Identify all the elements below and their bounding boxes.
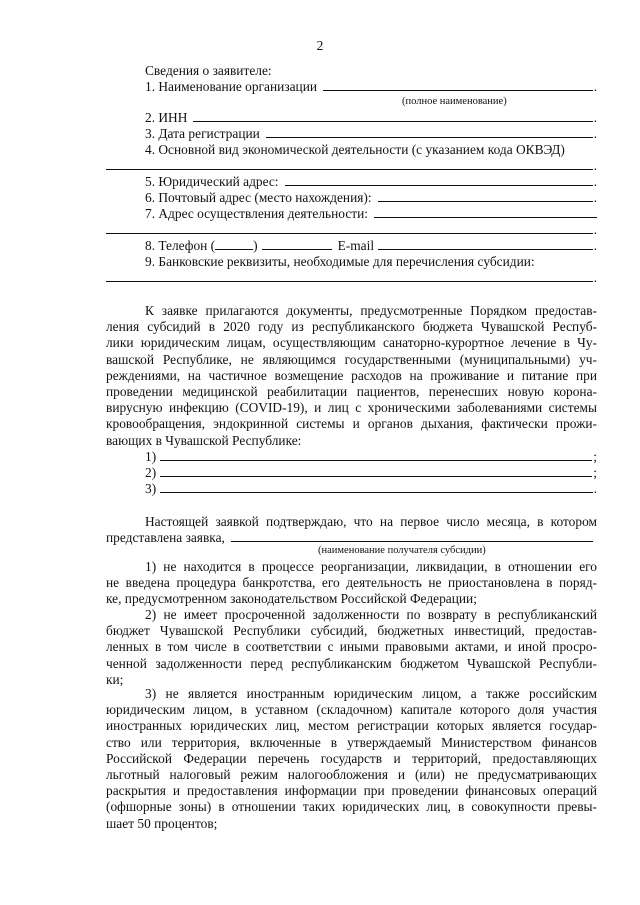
phone-row: 8. Телефон ( ) E-mail .	[145, 238, 597, 253]
attachment-item-2: 2) ;	[145, 465, 597, 480]
inn-label: 2. ИНН	[145, 110, 188, 125]
inn-row: 2. ИНН .	[145, 110, 597, 125]
recipient-note: (наименование получателя субсидии)	[318, 545, 486, 556]
recipient-field[interactable]	[231, 530, 593, 542]
activity-label: 4. Основной вид экономической деятельности (с указанием кода ОКВЭД)	[145, 142, 565, 157]
email-label: E-mail	[337, 238, 375, 253]
org-name-label: 1. Наименование организации	[145, 79, 318, 94]
postal-address-field[interactable]	[378, 190, 593, 202]
activity-row	[145, 142, 565, 158]
attachment-field-3[interactable]	[160, 481, 592, 493]
phone-label: 8. Телефон (	[145, 238, 216, 253]
bank-field-row: .	[106, 270, 597, 286]
legal-address-field[interactable]	[285, 174, 593, 186]
reg-date-label: 3. Дата регистрации	[145, 126, 260, 141]
bank-row	[145, 254, 535, 270]
reg-date-field[interactable]	[266, 126, 593, 138]
recipient-row: представлена заявка,	[106, 530, 597, 546]
activity-field-row: .	[106, 158, 597, 174]
phone-number-field[interactable]	[262, 238, 332, 250]
activity-address-field-2[interactable]	[106, 222, 593, 234]
attachment-field-2[interactable]	[160, 465, 592, 477]
activity-address-row	[145, 206, 597, 222]
condition-1: 1) не находится в процессе реорганизации, ликвидации, в отношении его не введена процедура банкротства, его деятельность не приостановлена в поряд- ке, предусмотренном законодательством Российской Федерации;	[106, 559, 597, 607]
condition-2: 2) не имеет просроченной задолженности по возврату в республиканский бюджет Чувашской Республики субсидий, бюджетных инвестиций, предостав- ленных в том числе в соответствии с иными правовыми актами, и иной просро- ченной задолженности перед республиканским бюджетом Чувашской Республи- ки;	[106, 607, 597, 687]
activity-field[interactable]	[106, 158, 593, 170]
attachment-item-1: 1) ;	[145, 449, 597, 464]
org-name-row: 1. Наименование организации .	[145, 79, 597, 94]
bank-field[interactable]	[106, 270, 593, 282]
email-field[interactable]	[378, 238, 593, 250]
attachments-paragraph: К заявке прилагаются документы, предусмотренные Порядком предостав- ления субсидий в 2020 году из республиканского бюджета Чувашской Респуб- лики юридическим лицам, осуществляющим санаторно-курортное лечение в Чу- вашской Республике, не являющимся государственными (муниципальными) уч- реждениями, на частичное возмещение расходов на проживание и питание при проведении медицинской реабилитации пациентов, перенесших новую корона- вирусную инфекцию (COVID-19), и лиц с хроническими заболеваниями системы кровообращения, эндокринной системы и органов дыхания, фактически прожи- вающих в Чувашской Республике:	[106, 303, 597, 448]
inn-field[interactable]	[193, 110, 592, 122]
activity-address-label: 7. Адрес осуществления деятельности:	[145, 206, 368, 221]
activity-address-field[interactable]	[374, 206, 597, 218]
activity-address-field-row: .	[106, 222, 597, 238]
confirmation-intro: Настоящей заявкой подтверждаю, что на первое число месяца, в котором	[145, 514, 597, 529]
org-name-note: (полное наименование)	[402, 96, 507, 107]
legal-address-row: 5. Юридический адрес: .	[145, 174, 597, 189]
legal-address-label: 5. Юридический адрес:	[145, 174, 279, 189]
org-name-field[interactable]	[323, 79, 593, 91]
reg-date-row: 3. Дата регистрации .	[145, 126, 597, 141]
page-number: 2	[316, 38, 324, 53]
phone-code-field[interactable]	[215, 238, 253, 250]
applicant-heading: Сведения о заявителе:	[145, 63, 272, 78]
postal-address-row: 6. Почтовый адрес (место нахождения): .	[145, 190, 597, 205]
attachment-item-3: 3) .	[145, 481, 597, 496]
condition-3: 3) не является иностранным юридическим лицом, а также российским юридическим лицом, в уставном (складочном) капитале которого доля участия иностранных юридических лиц, местом регистрации которых является государ- ство или территория, включенные в утверждаемый Министерством финансов Российской Федерации перечень государств и территорий, предоставляющих льготный налоговый режим налогообложения и (или) не предусматривающих раскрытия и предоставления информации при проведении финансовых операций (офшорные зоны) в отношении таких юридических лиц, в совокупности превы- шает 50 процентов;	[106, 686, 597, 831]
attachment-field-1[interactable]	[160, 449, 592, 461]
phone-close: )	[253, 238, 258, 253]
postal-address-label: 6. Почтовый адрес (место нахождения):	[145, 190, 372, 205]
bank-label: 9. Банковские реквизиты, необходимые для перечисления субсидии:	[145, 254, 535, 269]
